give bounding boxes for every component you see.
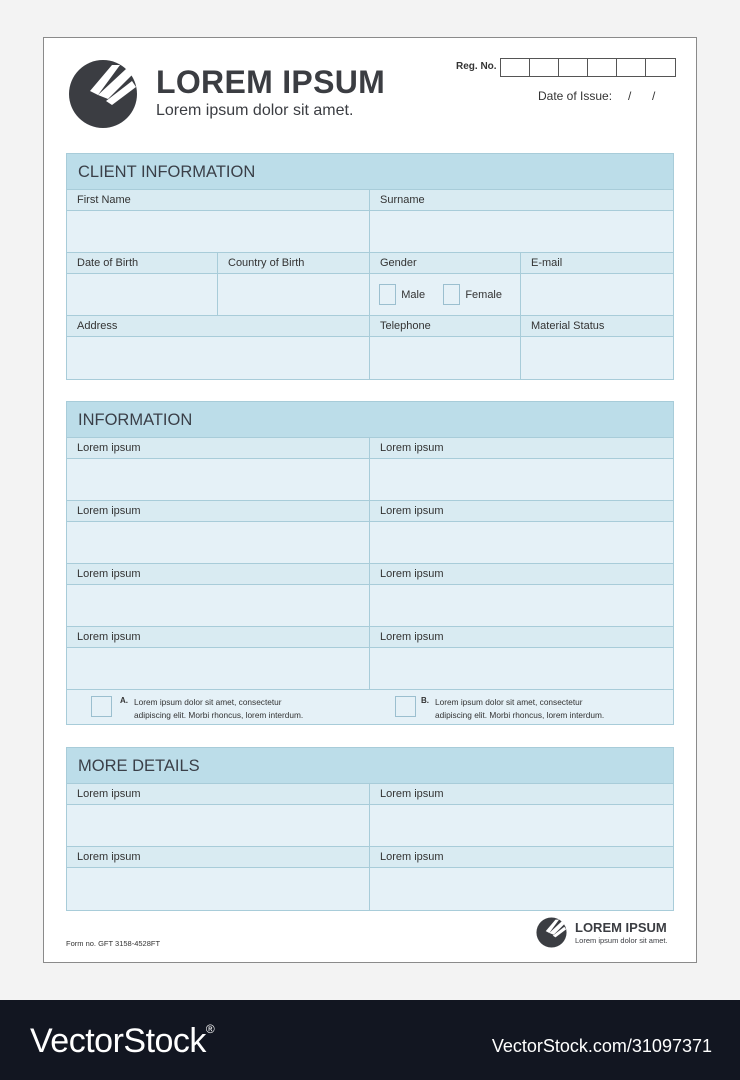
consent-row	[67, 690, 673, 724]
info-field[interactable]	[370, 522, 673, 563]
detail-label: Lorem ipsum	[67, 784, 370, 804]
female-checkbox[interactable]	[443, 284, 460, 305]
input-row	[67, 211, 673, 253]
address-label: Address	[67, 316, 370, 336]
female-label: Female	[465, 288, 502, 301]
info-label: Lorem ipsum	[380, 631, 444, 643]
detail-field[interactable]	[67, 805, 370, 846]
consent-a-letter: A.	[120, 696, 128, 705]
date-separator: /	[652, 89, 656, 103]
logo-small-icon	[536, 917, 567, 948]
label-row	[67, 253, 673, 274]
watermark-band	[0, 1000, 740, 1080]
section-title: MORE DETAILS	[67, 748, 673, 784]
label-row	[67, 316, 673, 337]
info-label: Lorem ipsum	[67, 627, 370, 647]
dob-label: Date of Birth	[67, 253, 218, 273]
consent-a-checkbox[interactable]	[91, 696, 112, 717]
consent-b-letter: B.	[421, 696, 429, 705]
detail-label: Lorem ipsum	[67, 847, 370, 867]
address-field[interactable]	[67, 337, 370, 379]
label-row	[67, 784, 673, 805]
label-row	[67, 190, 673, 211]
consent-a-text	[134, 696, 374, 722]
reg-no-box[interactable]	[559, 59, 588, 76]
date-of-issue-label: Date of Issue:	[538, 89, 613, 103]
info-field[interactable]	[370, 585, 673, 626]
date-separator: /	[628, 89, 632, 103]
info-label: Lorem ipsum	[380, 442, 444, 454]
telephone-field[interactable]	[370, 337, 521, 379]
input-row	[67, 648, 673, 690]
consent-b-checkbox[interactable]	[395, 696, 416, 717]
info-label: Lorem ipsum	[67, 564, 370, 584]
form-sheet	[43, 37, 697, 963]
input-row	[67, 585, 673, 627]
reg-no-box[interactable]	[530, 59, 559, 76]
consent-a	[67, 690, 370, 724]
input-row	[67, 337, 673, 379]
dob-field[interactable]	[67, 274, 218, 315]
watermark-text: VectorStock	[30, 1022, 206, 1060]
first-name-field[interactable]	[67, 211, 370, 252]
info-field[interactable]	[67, 585, 370, 626]
input-row	[67, 805, 673, 847]
detail-field[interactable]	[370, 805, 673, 846]
info-field[interactable]	[67, 648, 370, 689]
form-number: Form no. GFT 3158-4528FT	[66, 939, 161, 948]
info-label: Lorem ipsum	[380, 505, 444, 517]
footer-brand-title: LOREM IPSUM	[575, 920, 667, 935]
footer-brand-subtitle: Lorem ipsum dolor sit amet.	[575, 936, 668, 945]
watermark-logo	[30, 1022, 214, 1061]
consent-b-text	[435, 696, 675, 722]
input-row	[67, 274, 673, 316]
info-label: Lorem ipsum	[380, 568, 444, 580]
info-label: Lorem ipsum	[67, 438, 370, 458]
info-field[interactable]	[370, 648, 673, 689]
reg-no-box[interactable]	[588, 59, 617, 76]
reg-no-box[interactable]	[617, 59, 646, 76]
gender-label: Gender	[370, 253, 521, 273]
reg-no-box[interactable]	[501, 59, 530, 76]
telephone-label: Telephone	[370, 316, 521, 336]
first-name-label: First Name	[67, 190, 370, 210]
more-details-section	[66, 747, 674, 911]
consent-a-line: Lorem ipsum dolor sit amet, consectetur	[134, 697, 282, 707]
consent-b-line: Lorem ipsum dolor sit amet, consectetur	[435, 697, 583, 707]
male-label: Male	[401, 288, 426, 301]
label-row	[67, 501, 673, 522]
label-row	[67, 564, 673, 585]
surname-field[interactable]	[370, 211, 673, 252]
detail-field[interactable]	[67, 868, 370, 910]
marital-status-label: Material Status	[531, 320, 605, 332]
info-field[interactable]	[67, 522, 370, 563]
input-row	[67, 459, 673, 501]
surname-label: Surname	[380, 194, 425, 206]
input-row	[67, 522, 673, 564]
country-label: Country of Birth	[218, 253, 370, 273]
email-label: E-mail	[531, 257, 563, 269]
email-field[interactable]	[521, 274, 673, 315]
logo-icon	[68, 59, 138, 129]
section-title: INFORMATION	[67, 402, 673, 438]
reg-no-label: Reg. No.	[456, 61, 497, 72]
detail-label: Lorem ipsum	[380, 788, 444, 800]
section-title: CLIENT INFORMATION	[67, 154, 673, 190]
male-checkbox[interactable]	[379, 284, 396, 305]
marital-status-field[interactable]	[521, 337, 673, 379]
info-field[interactable]	[67, 459, 370, 500]
brand-subtitle: Lorem ipsum dolor sit amet.	[156, 102, 354, 119]
registered-mark: ®	[205, 1022, 215, 1036]
detail-field[interactable]	[370, 868, 673, 910]
information-section	[66, 401, 674, 725]
info-field[interactable]	[370, 459, 673, 500]
brand-title: LOREM IPSUM	[156, 64, 386, 100]
consent-b	[370, 690, 673, 724]
input-row	[67, 868, 673, 910]
gender-options	[370, 274, 521, 315]
label-row	[67, 847, 673, 868]
info-label: Lorem ipsum	[67, 501, 370, 521]
watermark-url: VectorStock.com/31097371	[491, 1036, 712, 1056]
reg-no-boxes	[500, 58, 676, 77]
label-row	[67, 438, 673, 459]
detail-label: Lorem ipsum	[380, 851, 444, 863]
client-information-section	[66, 153, 674, 380]
label-row	[67, 627, 673, 648]
reg-no-box[interactable]	[646, 59, 675, 76]
country-field[interactable]	[218, 274, 370, 315]
consent-b-line: adipiscing elit. Morbi rhoncus, lorem interdum.	[435, 710, 605, 720]
consent-a-line: adipiscing elit. Morbi rhoncus, lorem interdum.	[134, 710, 304, 720]
